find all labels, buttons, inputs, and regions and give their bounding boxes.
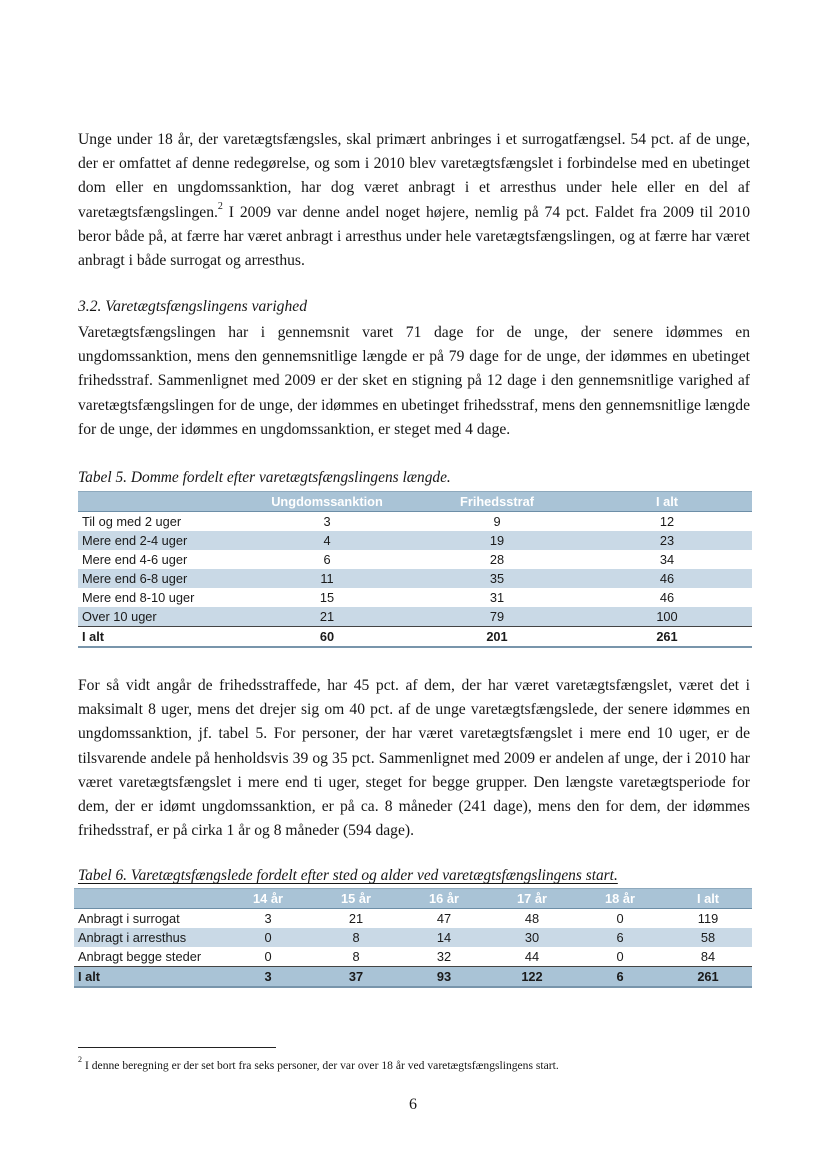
table-5	[78, 491, 752, 648]
cell: 44	[524, 949, 540, 964]
footnote-number: 2	[78, 1055, 82, 1065]
cell: 30	[488, 928, 576, 947]
cell: 23	[582, 531, 752, 550]
table-6-caption: Tabel 6. Varetægtsfængslede fordelt efter sted og alder ved varetægtsfængslingens start.	[78, 867, 618, 884]
cell: 58	[664, 928, 752, 947]
cell: 21	[242, 607, 412, 627]
cell: 46	[582, 569, 752, 588]
cell: 84	[700, 949, 716, 964]
cell: 119	[697, 911, 719, 926]
row-label: Anbragt i arresthus	[74, 928, 224, 947]
total-label: I alt	[78, 627, 242, 648]
footnote	[78, 1055, 559, 1074]
table-6-header-empty	[74, 889, 224, 909]
cell: 31	[489, 590, 505, 605]
cell: 12	[659, 514, 675, 529]
cell: 15	[319, 590, 335, 605]
cell: 46	[659, 590, 675, 605]
row-label: Anbragt begge steder	[78, 949, 202, 964]
paragraph-2: Varetægtsfængslingen har i gennemsnit varet 71 dage for de unge, der senere idømmes en ungdomssanktion, mens den gennemsnitlige længde er på 79 dage for de unge, der idømmes en ubetinget frihedsstraf. Sammenlignet med 2009 er der sket en stigning på 12 dage i den gennemsnitlige varighed af varetægtsfængslingen for de unge, der idømmes en ubetinget frihedsstraf, mens den gennemsnitlige længde for de unge, der idømmes en ungdomssanktion, er steget med 4 dage.	[78, 324, 750, 438]
total-cell: 261	[664, 967, 752, 988]
row-label: Mere end 2-4 uger	[78, 531, 242, 550]
paragraph-1	[78, 128, 750, 273]
table-5-header-total: I alt	[582, 492, 752, 512]
table-row	[74, 909, 752, 929]
table-total-row	[74, 967, 752, 988]
cell: 19	[412, 531, 582, 550]
cell: 6	[576, 928, 664, 947]
cell: 0	[616, 911, 624, 926]
total-cell: 93	[400, 967, 488, 988]
row-label: Anbragt i surrogat	[78, 911, 180, 926]
table-6-header-row	[74, 889, 752, 909]
table-row	[78, 512, 752, 532]
cell: 3	[323, 514, 331, 529]
cell: 79	[412, 607, 582, 627]
table-6-header-16: 16 år	[400, 889, 488, 909]
cell: 0	[264, 949, 272, 964]
table-5-header-row	[78, 492, 752, 512]
total-label: I alt	[74, 967, 224, 988]
footnote-text: I denne beregning er der set bort fra seks personer, der var over 18 år ved varetægtsfængslingens start.	[85, 1059, 559, 1072]
cell: 8	[312, 928, 400, 947]
paragraph-3: For så vidt angår de frihedsstraffede, har 45 pct. af dem, der har været varetægtsfængslet, været det i maksimalt 8 uger, mens det drejer sig om 40 pct. af de unge varetægtsfængslede, der senere idømmes en ungdomssanktion, jf. tabel 5. For personer, der har været varetægtsfængslet i mere end 10 uger, er de tilsvarende andele på henholdsvis 39 og 35 pct. Sammenlignet med 2009 er andelen af unge, der i 2010 har været varetægtsfængslet i mere end ti uger, steget for begge grupper. Den længste varetægtsperiode for dem, der er idømt ungdomssanktion, er på ca. 8 måneder (241 dage), mens den for dem, der idømmes frihedsstraf, er på cirka 1 år og 8 måneder (594 dage).	[78, 677, 750, 840]
footnote-reference: 2	[217, 201, 223, 213]
cell: 3	[264, 911, 272, 926]
total-cell: 3	[224, 967, 312, 988]
table-row	[78, 569, 752, 588]
cell: 8	[352, 949, 360, 964]
table-row	[74, 947, 752, 967]
table-5-header-frihedsstraf: Frihedsstraf	[412, 492, 582, 512]
table-row	[78, 607, 752, 627]
cell: 11	[242, 569, 412, 588]
page-number: 6	[409, 1096, 417, 1113]
cell: 9	[493, 514, 501, 529]
cell: 32	[436, 949, 452, 964]
cell: 0	[616, 949, 624, 964]
table-row	[78, 588, 752, 607]
table-row	[74, 928, 752, 947]
cell: 35	[412, 569, 582, 588]
table-5-header-ungdomssanktion: Ungdomssanktion	[242, 492, 412, 512]
row-label: Mere end 4-6 uger	[82, 552, 188, 567]
row-label: Til og med 2 uger	[82, 514, 182, 529]
cell: 47	[436, 911, 452, 926]
table-total-row	[78, 627, 752, 648]
cell: 21	[348, 911, 364, 926]
table-6-header-18: 18 år	[576, 889, 664, 909]
table-row	[78, 531, 752, 550]
total-cell: 6	[576, 967, 664, 988]
table-6-header-total: I alt	[664, 889, 752, 909]
row-label: Mere end 6-8 uger	[78, 569, 242, 588]
cell: 100	[582, 607, 752, 627]
paragraph-1-text: Unge under 18 år, der varetægtsfængsles, skal primært anbringes i et surrogatfængsel. 54 pct. af de unge, der er omfattet af denne redegørelse, og som i 2010 blev varetægtsfængslet i forbindelse med en ubetinget dom eller en ungdomssanktion, har dog været anbragt i et arresthus under hele eller en del af varetægtsfængslingen.	[78, 131, 750, 221]
total-cell: 60	[242, 627, 412, 648]
cell: 4	[242, 531, 412, 550]
table-6-header-14: 14 år	[224, 889, 312, 909]
total-cell: 122	[488, 967, 576, 988]
row-label: Mere end 8-10 uger	[82, 590, 195, 605]
table-6-header-15: 15 år	[312, 889, 400, 909]
cell: 0	[224, 928, 312, 947]
cell: 48	[524, 911, 540, 926]
footnote-divider	[78, 1047, 276, 1048]
cell: 34	[659, 552, 675, 567]
section-heading: 3.2. Varetægtsfængslingens varighed	[78, 298, 307, 315]
row-label: Over 10 uger	[78, 607, 242, 627]
paragraph-1-text-continued: I 2009 var denne andel noget højere, nemlig på 74 pct. Faldet fra 2009 til 2010 beror både på, at færre har været anbragt i arresthus under hele varetægtsfængslingen, og at færre har været anbragt i både surrogat og arresthus.	[78, 203, 750, 270]
table-5-caption: Tabel 5. Domme fordelt efter varetægtsfængslingens længde.	[78, 469, 451, 486]
table-5-header-empty	[78, 492, 242, 512]
total-cell: 261	[582, 627, 752, 648]
cell: 6	[323, 552, 331, 567]
table-6	[74, 888, 752, 988]
total-cell: 201	[412, 627, 582, 648]
table-row	[78, 550, 752, 569]
total-cell: 37	[312, 967, 400, 988]
cell: 28	[489, 552, 505, 567]
cell: 14	[400, 928, 488, 947]
table-6-header-17: 17 år	[488, 889, 576, 909]
